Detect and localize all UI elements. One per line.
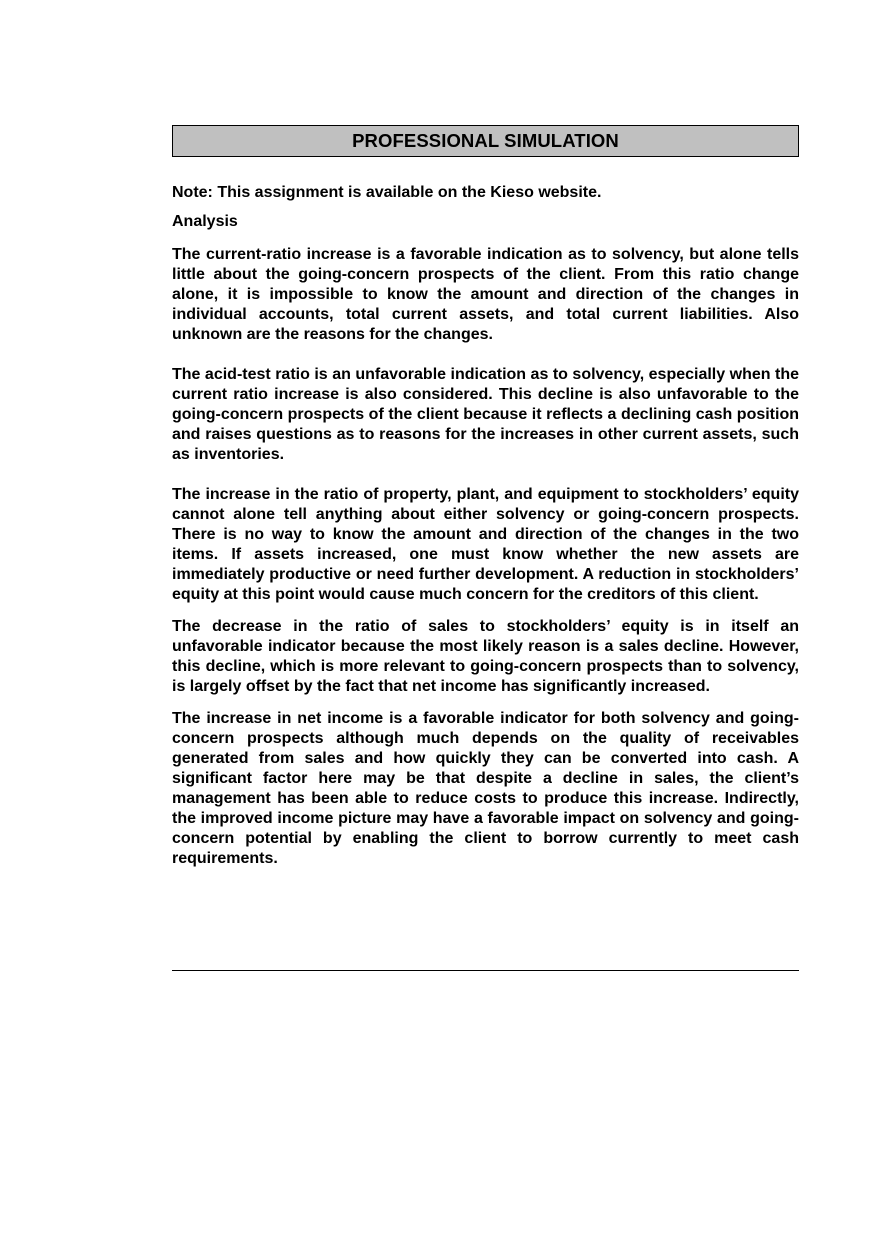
section-heading: Analysis (172, 213, 238, 230)
page-title: PROFESSIONAL SIMULATION (172, 125, 799, 157)
footer-divider (172, 970, 799, 971)
paragraph-sales-ratio: The decrease in the ratio of sales to stockholders’ equity is in itself an unfavorable indicator because the most likely reason is a sales decline. However, this decline, which is more relevant to going-concern prospects than to solvency, is largely offset by the fact that net income has significantly increased. (172, 618, 799, 695)
paragraph-current-ratio: The current-ratio increase is a favorable indication as to solvency, but alone tells little about the going-concern prospects of the client. From this ratio change alone, it is impossible to know the amount and direction of the changes in individual accounts, total current assets, and total current liabilities. Also unknown are the reasons for the changes. (172, 246, 799, 343)
paragraph-ppe-ratio: The increase in the ratio of property, plant, and equipment to stockholders’ equity cannot alone tell anything about either solvency or going-concern prospects. There is no way to know the amount and direction of the changes in the two items. If assets increased, one must know whether the new assets are immediately productive or need further development. A reduction in stockholders’ equity at this point would cause much concern for the creditors of this client. (172, 486, 799, 603)
paragraph-acid-test-ratio: The acid-test ratio is an unfavorable indication as to solvency, especially when the current ratio increase is also considered. This decline is also unfavorable to the going-concern prospects of the client because it reflects a declining cash position and raises questions as to reasons for the increases in other current assets, such as inventories. (172, 366, 799, 463)
document-page (172, 125, 799, 869)
assignment-note: Note: This assignment is available on the Kieso website. (172, 184, 602, 201)
paragraph-net-income: The increase in net income is a favorable indicator for both solvency and going-concern prospects although much depends on the quality of receivables generated from sales and how quickly they can be converted into cash. A significant factor here may be that despite a decline in sales, the client’s management has been able to reduce costs to produce this increase. Indirectly, the improved income picture may have a favorable impact on solvency and going-concern potential by enabling the client to borrow currently to meet cash requirements. (172, 710, 799, 867)
